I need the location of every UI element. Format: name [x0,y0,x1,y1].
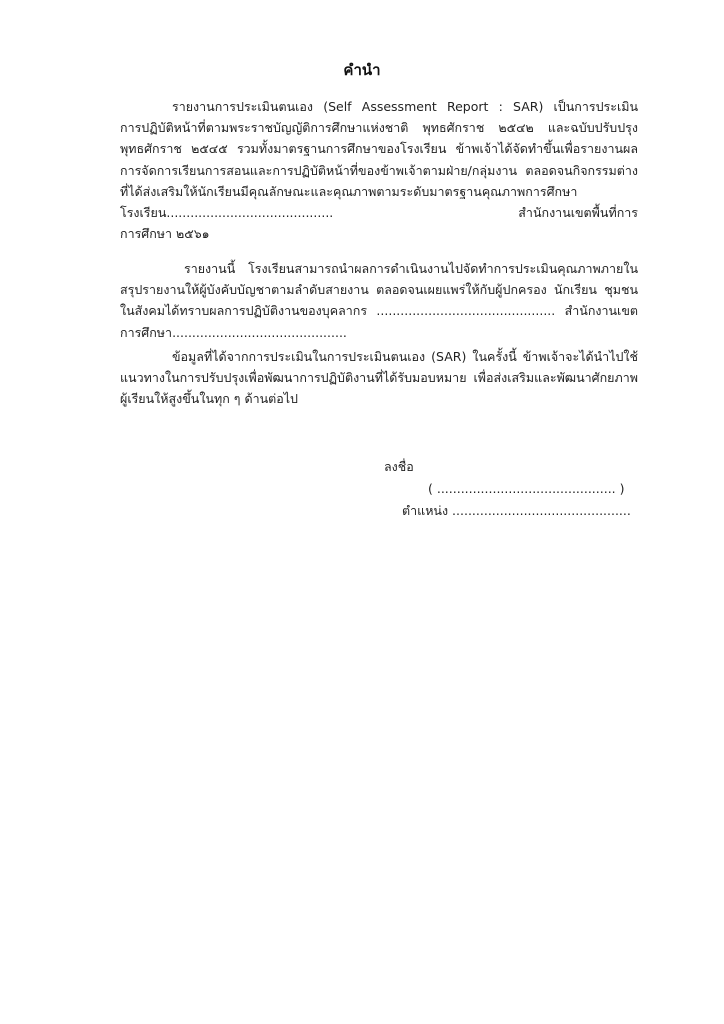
signature-label: ลงชื่อ [384,459,414,474]
paragraph-1 [120,96,638,244]
paragraph-line: สรุปรายงานให้ผู้บังคับบัญชาตามลำดับสายงาน ตลอดจนเผยแพร่ให้กับผู้ปกครอง นักเรียน ชุมชน [120,282,638,298]
paragraph-line: การศึกษา............................................ [120,324,347,340]
paragraph-line: การปฏิบัติหน้าที่ตามพระราชบัญญัติการศึกษาแห่งชาติ พุทธศักราช ๒๕๔๒ และฉบับปรับปรุง [120,120,638,136]
paragraph-line: รายงานนี้ โรงเรียนสามารถนำผลการดำเนินงานไปจัดทำการประเมินคุณภาพภายใน [184,261,638,276]
paragraph-line: แนวทางในการปรับปรุงเพื่อพัฒนาการปฏิบัติงานที่ได้รับมอบหมาย เพื่อส่งเสริมและพัฒนาศักยภาพ [120,370,638,386]
document-title: คำนำ [343,61,381,79]
paragraph-line: ในสังคมได้ทราบผลการปฏิบัติงานของบุคลากร ............................................. สำนักงานเขต [120,303,638,319]
paragraph-line: การศึกษา ๒๕๖๑ [120,226,210,242]
paragraph-line: ผู้เรียนให้สูงขึ้นในทุก ๆ ด้านต่อไป [120,391,298,407]
paragraph-line: การจัดการเรียนการสอนและการปฏิบัติหน้าที่ของข้าพเจ้าตามฝ่าย/กลุ่มงาน ตลอดจนกิจกรรมต่าง [120,162,638,178]
signature-name-line: ( ............................................. ) [428,481,625,496]
paragraph-line: พุทธศักราช ๒๕๔๕ รวมทั้งมาตรฐานการศึกษาของโรงเรียน ข้าพเจ้าได้จัดทำขึ้นเพื่อรายงานผล [120,141,638,157]
paragraph-2 [120,258,638,343]
paragraph-3 [120,346,638,410]
paragraph-line: โรงเรียน.......................................... สำนักงานเขตพื้นที่การ [120,204,638,220]
signature-position-line: ตำแหน่ง ............................................. [402,503,631,518]
paragraph-line: รายงานการประเมินตนเอง (Self Assessment Report : SAR) เป็นการประเมิน [172,99,638,114]
paragraph-line: ข้อมูลที่ได้จากการประเมินในการประเมินตนเอง (SAR) ในครั้งนี้ ข้าพเจ้าจะได้นำไปใช้ [172,349,638,364]
paragraph-line: ที่ได้ส่งเสริมให้นักเรียนมีคุณลักษณะและคุณภาพตามระดับมาตรฐานคุณภาพการศึกษา [120,183,578,199]
